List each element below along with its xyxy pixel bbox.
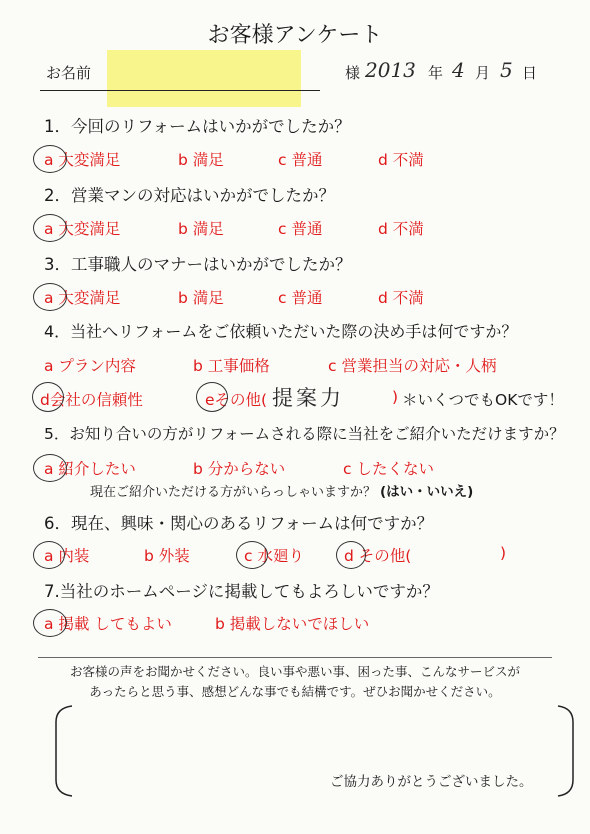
day-label: 日 [522, 64, 538, 82]
q1-option-b[interactable]: b 満足 [178, 151, 224, 169]
question-7: 7.当社のホームページに掲載してもよろしいですか？ [44, 582, 439, 601]
q4-option-b[interactable]: b 工事価格 [193, 357, 270, 375]
q4-note: ＊いくつでもOKです！ [402, 391, 564, 409]
q5-option-b[interactable]: b 分からない [193, 460, 286, 478]
name-label: お名前 [46, 64, 92, 82]
q2-option-d[interactable]: d 不満 [378, 220, 424, 238]
q4-other-close: ) [392, 388, 399, 406]
month-label: 月 [475, 64, 491, 82]
q4-option-e[interactable]: eその他( [205, 391, 268, 409]
q3-option-c[interactable]: c 普通 [278, 289, 323, 307]
q2-option-a[interactable]: a 大変満足 [44, 220, 121, 238]
year-label: 年 [428, 64, 444, 82]
date-year: 2013 [365, 58, 416, 82]
thanks-text: ご協力ありがとうございました。 [330, 774, 533, 790]
q5-subquestion: 現在ご紹介いただける方がいらっしゃいますか？ [90, 485, 377, 500]
q6-option-d[interactable]: d その他( [344, 547, 412, 565]
footer-line-1: お客様の声をお聞かせください。良い事や悪い事、困った事、こんなサービスが [69, 664, 520, 679]
footer-line-2: あったらと思う事、感想どんな事でも結構です。ぜひお聞かせください。 [89, 684, 501, 699]
q1-option-d[interactable]: d 不満 [378, 151, 424, 169]
q5-option-a[interactable]: a 紹介したい [44, 460, 136, 478]
date-day: 5 [500, 58, 513, 82]
q6-option-a[interactable]: a 内装 [44, 547, 90, 565]
date-month: 4 [452, 58, 465, 82]
q2-option-b[interactable]: b 満足 [178, 220, 224, 238]
q6-other-close: ) [500, 544, 507, 562]
q3-option-a[interactable]: a 大変満足 [44, 289, 121, 307]
question-2: 2．営業マンの対応はいかがでしたか？ [44, 186, 335, 205]
q7-option-b[interactable]: b 掲載しないでほしい [215, 615, 370, 633]
q4-option-d[interactable]: d会社の信頼性 [40, 391, 143, 409]
q5-option-c[interactable]: c したくない [343, 460, 434, 478]
question-3: 3．工事職人のマナーはいかがでしたか？ [44, 255, 352, 274]
question-1: 1．今回のリフォームはいかがでしたか？ [44, 117, 351, 136]
q5-subquestion-choices[interactable]: (はい・いいえ) [380, 484, 474, 500]
q1-option-c[interactable]: c 普通 [278, 151, 323, 169]
q6-option-c[interactable]: c 水廻り [244, 547, 304, 565]
q3-option-b[interactable]: b 満足 [178, 289, 224, 307]
question-5: 5．お知り合いの方がリフォームされる際に当社をご紹介いただけますか？ [44, 425, 565, 443]
q4-other-answer: 提案力 [272, 386, 344, 410]
question-6: 6．現在、興味・関心のあるリフォームは何ですか？ [44, 514, 434, 533]
q2-option-c[interactable]: c 普通 [278, 220, 323, 238]
sama-label: 様 [345, 64, 361, 82]
survey-title: お客様アンケート [207, 23, 383, 48]
q3-option-d[interactable]: d 不満 [378, 289, 424, 307]
q1-option-a[interactable]: a 大変満足 [44, 151, 121, 169]
q6-option-b[interactable]: b 外装 [144, 547, 190, 565]
q4-option-a[interactable]: a プラン内容 [44, 357, 136, 375]
question-4: 4．当社へリフォームをご依頼いただいた際の決め手は何ですか？ [44, 322, 518, 341]
q7-option-a[interactable]: a 掲載 してもよい [44, 615, 172, 633]
q4-option-c[interactable]: c 営業担当の対応・人柄 [328, 357, 497, 375]
